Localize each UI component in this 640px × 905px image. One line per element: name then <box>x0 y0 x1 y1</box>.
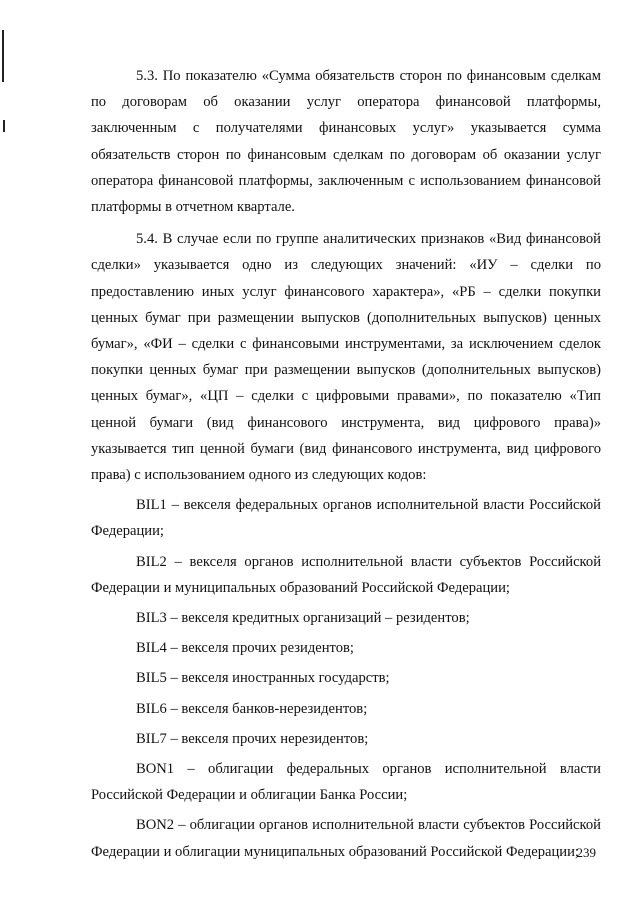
scan-edge-mark-bottom <box>3 120 5 132</box>
document-body <box>91 63 601 865</box>
scan-edge-mark-top <box>2 30 4 82</box>
code-item-bil3: BIL3 – векселя кредитных организаций – резидентов; <box>136 610 470 627</box>
code-item-bon1: BON1 – облигации федеральных органов исполнительной власти Российской Федерации и облигации Банка России; <box>91 761 601 804</box>
page-number: 239 <box>576 845 596 860</box>
code-item-bil6: BIL6 – векселя банков-нерезидентов; <box>136 700 368 717</box>
paragraph-5-4: 5.4. В случае если по группе аналитических признаков «Вид финансовой сделки» указывается одно из следующих значений: «ИУ – сделки по предоставлению иных услуг финансового характера», «РБ – сделки покупки ценных бумаг при размещении выпусков (дополнительных выпусков) ценных бумаг», «ФИ – сделки с финансовыми инструментами, за исключением сделок покупки ценных бумаг при размещении выпусков (дополнительных выпусков) ценных бумаг», «ЦП – сделки с цифровыми правами», по показателю «Тип ценной бумаги (вид финансового инструмента, вид цифрового права)» указывается тип ценной бумаги (вид финансового инструмента, вид цифрового права) с использованием одного из следующих кодов: <box>91 231 601 484</box>
paragraph-5-3: 5.3. По показателю «Сумма обязательств сторон по финансовым сделкам по договорам об оказании услуг оператора финансовой платформы, заключенным с получателями финансовых услуг» указывается сумма обязательств сторон по финансовым сделкам по договорам об оказании услуг оператора финансовой платформы, заключенным с использованием финансовой платформы в отчетном квартале. <box>91 68 601 216</box>
code-item-bil7: BIL7 – векселя прочих нерезидентов; <box>136 730 369 747</box>
code-item-bil1: BIL1 – векселя федеральных органов исполнительной власти Российской Федерации; <box>91 497 601 540</box>
code-item-bil4: BIL4 – векселя прочих резидентов; <box>136 640 354 657</box>
code-item-bil2: BIL2 – векселя органов исполнительной власти субъектов Российской Федерации и муниципальных образований Российской Федерации; <box>91 553 601 596</box>
code-item-bil5: BIL5 – векселя иностранных государств; <box>136 670 390 687</box>
code-item-bon2: BON2 – облигации органов исполнительной власти субъектов Российской Федерации и облигации муниципальных образований Российской Федерации; <box>91 817 601 860</box>
